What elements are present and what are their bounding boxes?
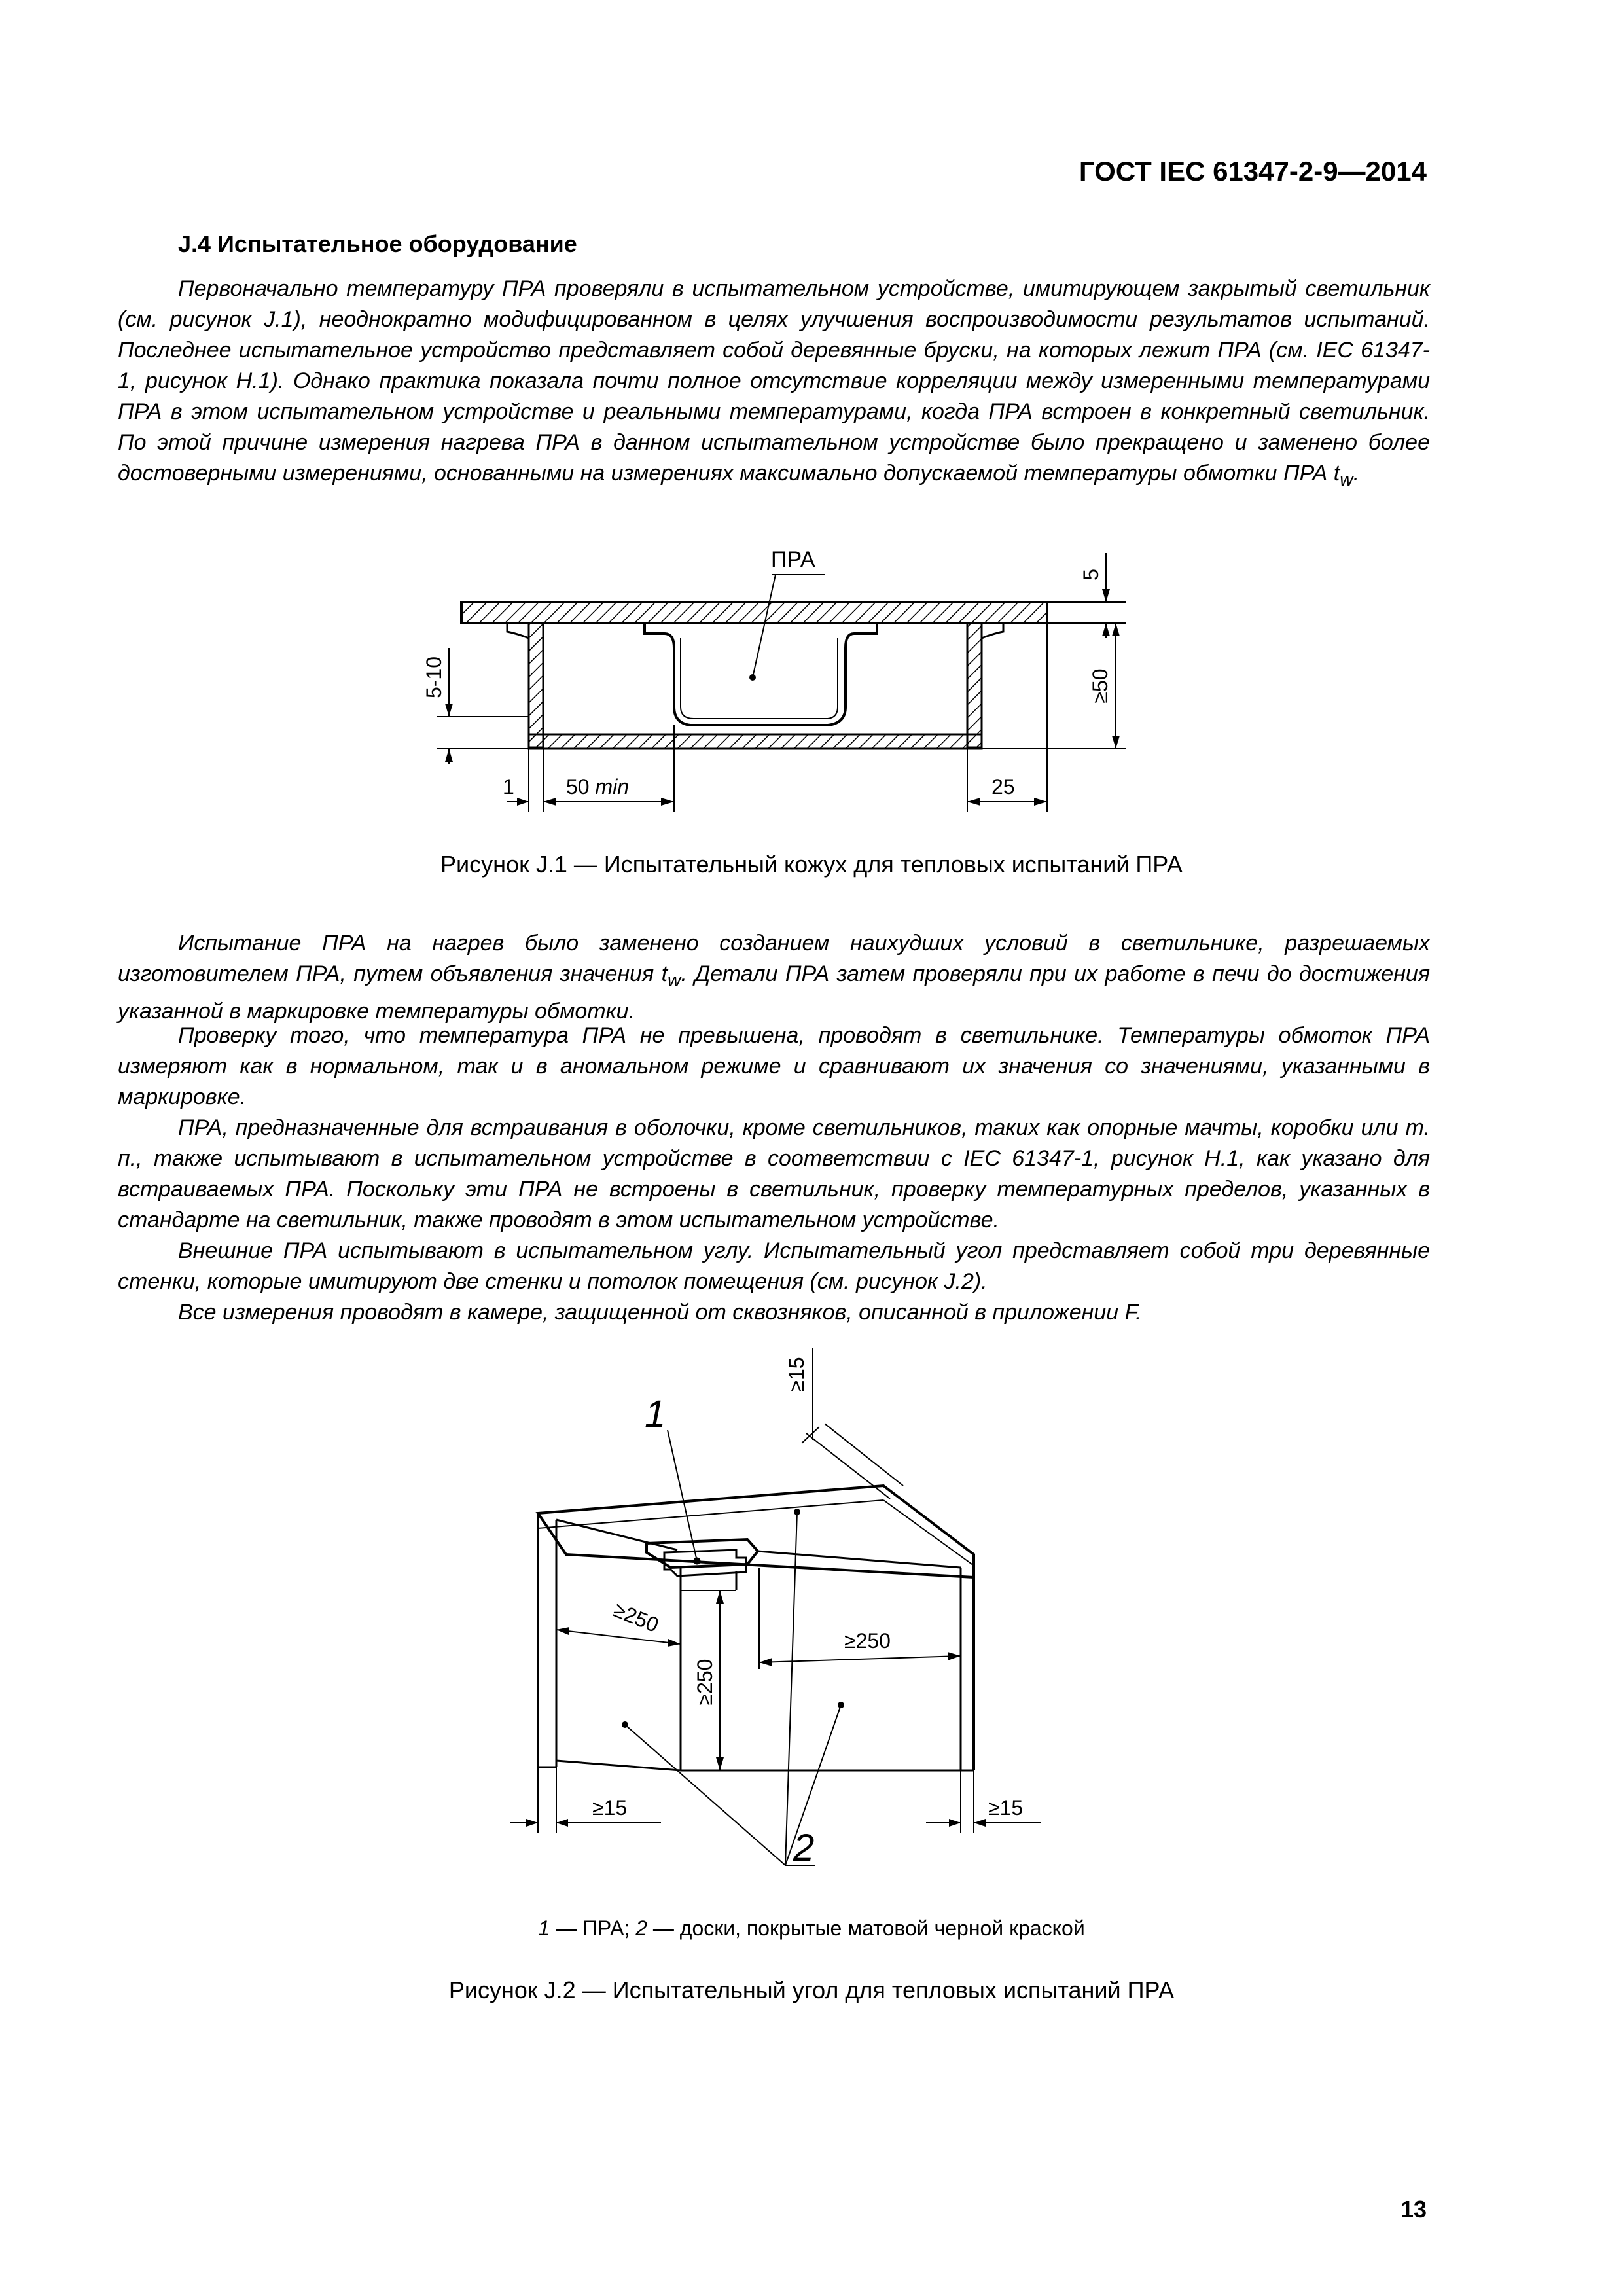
dim-ge250-left [556, 1598, 681, 1647]
figure-j1-caption: Рисунок J.1 — Испытательный кожух для тепловых испытаний ПРА [440, 851, 1183, 878]
test-corner-boards [538, 1486, 974, 1770]
paragraph-3: Проверку того, что температура ПРА не превышена, проводят в светильнике. Температуры обмоток ПРА измеряют как в нормальном, так и в аномальном режиме и сравнивают их значения со значениями, указанными в маркировке. [118, 1023, 1430, 1109]
dim-5: 5 [1079, 569, 1103, 581]
dim-25: 25 [991, 775, 1015, 798]
dim-50min: 50 min [566, 775, 630, 798]
label-1: 1 [645, 1393, 666, 1435]
paragraph-5: Внешние ПРА испытывают в испытательном углу. Испытательный угол представляет собой три деревянные стенки, которые имитируют две стенки и потолок помещения (см. рисунок J.2). [118, 1238, 1430, 1294]
figure-j2-caption: Рисунок J.2 — Испытательный угол для тепловых испытаний ПРА [448, 1977, 1175, 2003]
dim-ge15-bottom [510, 1767, 1041, 1833]
tw-subscript: w [1340, 469, 1353, 490]
paragraph-2-text: Испытание ПРА на нагрев было заменено созданием наихудших условий в светильнике, разрешаемых изготовителем ПРА, путем объявления значения t [118, 931, 1430, 986]
dim-ge50: ≥50 [1088, 668, 1112, 704]
dim-ge250-right [759, 1568, 961, 1669]
label-2: 2 [793, 1827, 815, 1869]
dim-ge15-right: ≥15 [988, 1796, 1024, 1820]
figure-j2-legend: 1 — ПРА; 2 — доски, покрытые матовой черной краской [538, 1916, 1085, 1940]
paragraph-6: Все измерения проводят в камере, защищенной от сквозняков, описанной в приложении F. [178, 1300, 1142, 1325]
paragraph-4: ПРА, предназначенные для встраивания в оболочки, кроме светильников, таких как опорные мачты, коробки или т. п., также испытывают в испытательном устройстве в соответствии с IEC 61347-1, рисунок H.1, как указано для встраиваемых ПРА. Поскольку эти ПРА не встроены в светильник, проверку температурных пределов, указанных в стандарте на светильник, также проводят в этом испытательном устройстве. [118, 1115, 1430, 1232]
paragraph-2: Испытание ПРА на нагрев было заменено созданием наихудших условий в светильнике, разрешаемых изготовителем ПРА, путем объявления значения $t_w$. Детали ПРА затем проверяли при их работе в печи до достижения указанной в маркировке температуры обмотки. [118, 931, 1430, 1024]
dim-ge250-left: ≥250 [610, 1598, 662, 1638]
dim-1: 1 [503, 775, 514, 798]
dim-ge15-left: ≥15 [592, 1796, 628, 1820]
dim-ge15-top: ≥15 [785, 1357, 808, 1392]
paragraph-1: Первоначально температуру ПРА проверяли в испытательном устройстве, имитирующем закрытый светильник (см. рисунок J.1), неоднократно модифицированном в целях улучшения воспроизводимости результатов испытаний. Последнее испытательное устройство представляет собой деревянные бруски, на которых лежит ПРА (см. IEC 61347-1, рисунок H.1). Однако практика показала почти полное отсутствие корреляции между измеренными температурами ПРА в этом испытательном устройстве и реальными температурами, когда ПРА встроен в конкретный светильник. По этой причине измерения нагрева ПРА в данном испытательном устройстве было прекращено и заменено более достоверными измерениями, основанными на измерениях максимально допускаемой температуры обмотки ПРА $t_w$. [118, 276, 1430, 490]
dim-ge250-right: ≥250 [844, 1629, 891, 1653]
dim-ge250-vert: ≥250 [693, 1659, 717, 1706]
page-number: 13 [1400, 2196, 1427, 2223]
dim-ge250-vert [693, 1590, 724, 1770]
label-1-leader [645, 1393, 697, 1561]
label-pra: ПРА [771, 547, 815, 572]
document-header: ГОСТ IEC 61347-2-9—2014 [1079, 156, 1427, 187]
dim-5-10: 5-10 [422, 656, 446, 699]
section-heading: J.4 Испытательное оборудование [178, 230, 577, 257]
dim-top-ge15 [785, 1348, 903, 1499]
paragraph-1-text: Первоначально температуру ПРА проверяли в испытательном устройстве, имитирующем закрытый светильник (см. рисунок J.1), неоднократно модифицированном в целях улучшения воспроизводимости результатов испытаний. Последнее испытательное устройство представляет собой деревянные бруски, на которых лежит ПРА (см. IEC 61347-1, рисунок H.1). Однако практика показала почти полное отсутствие корреляции между измеренными температурами ПРА в этом испытательном устройстве и реальными температурами, когда ПРА встроен в конкретный светильник. По этой причине измерения нагрева ПРА в данном испытательном устройстве было прекращено и заменено более достоверными измерениями, основанными на измерениях максимально допускаемой температуры обмотки ПРА t [118, 276, 1430, 486]
